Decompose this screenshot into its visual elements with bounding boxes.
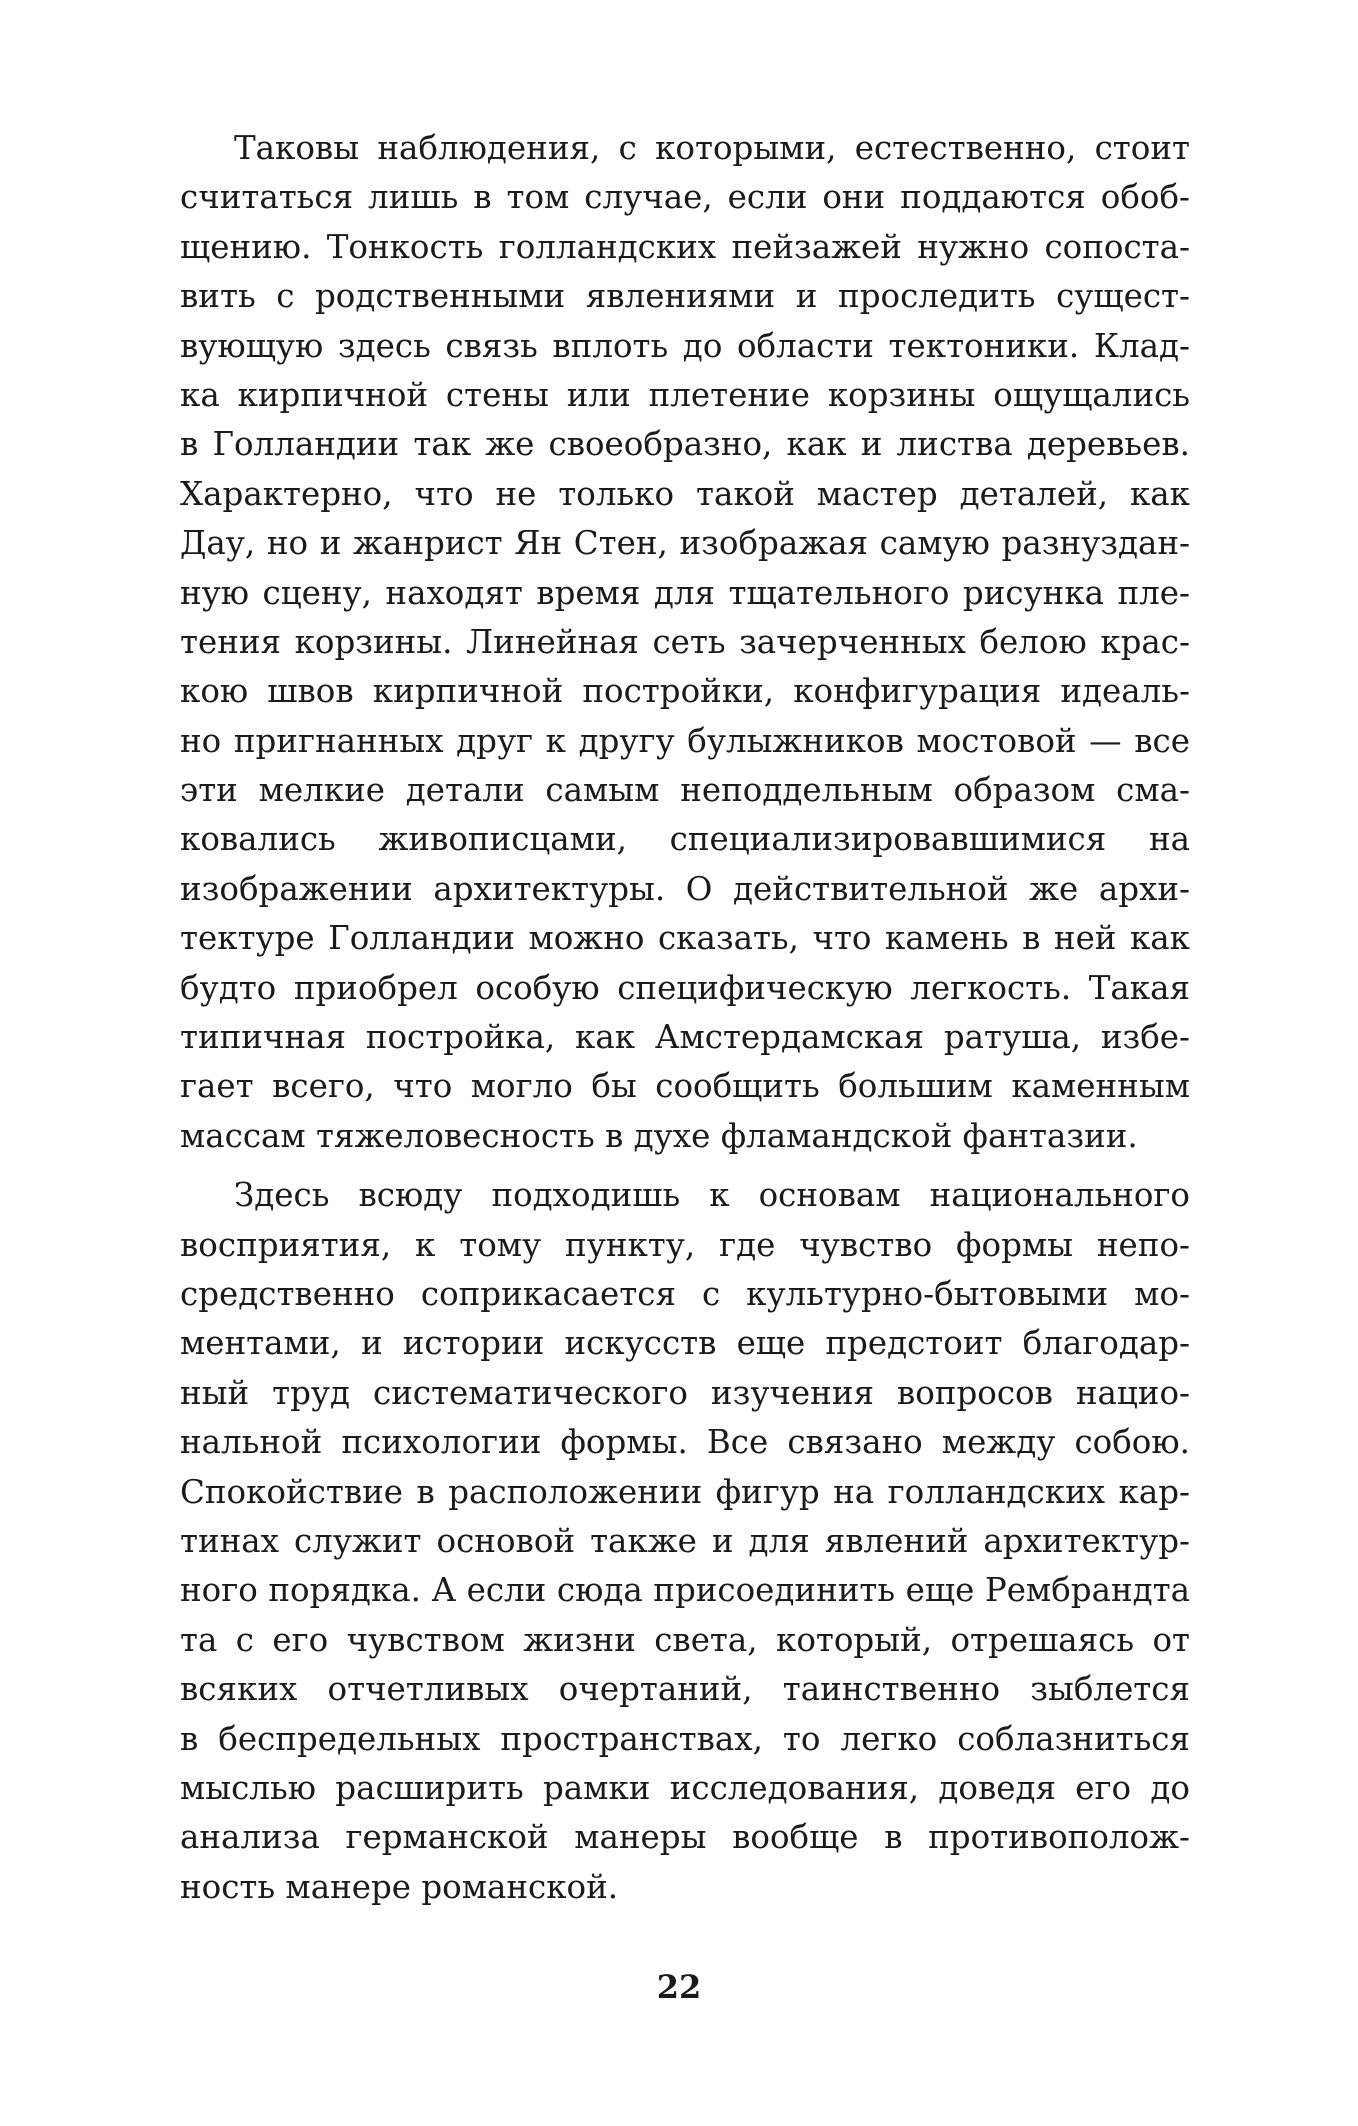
text-line: типичная постройка, как Амстердамская ратуша, избе- [180, 1018, 1190, 1057]
text-line: Здесь всюду подходишь к основам национального [234, 1176, 1190, 1215]
text-line: ка кирпичной стены или плетение корзины ощущались [180, 375, 1190, 414]
text-line: кою швов кирпичной постройки, конфигурация идеаль- [180, 672, 1190, 711]
text-line: тения корзины. Линейная сеть зачерченных белою крас- [180, 622, 1190, 661]
text-line: вующую здесь связь вплоть до области тектоники. Клад- [180, 326, 1190, 365]
body-text [180, 124, 1190, 1912]
text-line: та с его чувством жизни света, который, отрешаясь от [180, 1620, 1190, 1659]
text-line: массам тяжеловесность в духе фламандской фантазии. [180, 1116, 1138, 1155]
text-line: щению. Тонкость голландских пейзажей нужно сопоста- [180, 227, 1190, 266]
text-line: гает всего, что могло бы сообщить большим каменным [180, 1067, 1190, 1106]
text-line: нальной психологии формы. Все связано между собою. [180, 1423, 1190, 1462]
text-line: восприятия, к тому пункту, где чувство формы непо- [180, 1225, 1190, 1264]
text-line: всяких отчетливых очертаний, таинственно зыблется [180, 1670, 1190, 1709]
text-line: ментами, и истории искусств еще предстоит благодар- [180, 1324, 1190, 1363]
text-line: эти мелкие детали самым неподдельным образом сма- [180, 771, 1190, 810]
text-line: Спокойствие в расположении фигур на голландских кар- [180, 1472, 1190, 1511]
text-line: тектуре Голландии можно сказать, что камень в ней как [180, 919, 1190, 958]
text-line: ного порядка. А если сюда присоединить еще Рембрандта [180, 1571, 1190, 1610]
paragraph [180, 1171, 1190, 1912]
text-line: вить с родственными явлениями и проследить сущест- [180, 277, 1190, 316]
text-line: изображении архитектуры. О действительной же архи- [180, 869, 1190, 908]
text-line: но пригнанных друг к другу булыжников мостовой — все [180, 721, 1190, 760]
text-line: в беспредельных пространствах, то легко соблазниться [180, 1719, 1190, 1758]
paragraph-gap [180, 1161, 1190, 1171]
text-line: Характерно, что не только такой мастер деталей, как [180, 474, 1190, 513]
paragraph [180, 124, 1190, 1161]
text-line: считаться лишь в том случае, если они поддаются обоб- [180, 178, 1190, 217]
text-line: тинах служит основой также и для явлений архитектур- [180, 1521, 1190, 1560]
text-line: Таковы наблюдения, с которыми, естественно, стоит [234, 129, 1190, 167]
text-line: мыслью расширить рамки исследования, доведя его до [180, 1768, 1190, 1807]
text-line: ность манере романской. [180, 1867, 619, 1906]
text-line: будто приобрел особую специфическую легкость. Такая [180, 968, 1190, 1007]
text-line: ный труд систематического изучения вопросов нацио- [180, 1373, 1190, 1412]
text-line: Дау, но и жанрист Ян Стен, изображая самую разнуздан- [180, 524, 1190, 563]
text-line: ную сцену, находят время для тщательного рисунка пле- [180, 573, 1190, 612]
text-line: ковались живописцами, специализировавшимися на [180, 820, 1190, 859]
text-line: анализа германской манеры вообще в противополож- [180, 1818, 1190, 1857]
text-line: средственно соприкасается с культурно-бытовыми мо- [180, 1274, 1190, 1313]
page-number: 22 [656, 1968, 702, 2006]
text-line: в Голландии так же своеобразно, как и листва деревьев. [180, 425, 1190, 464]
